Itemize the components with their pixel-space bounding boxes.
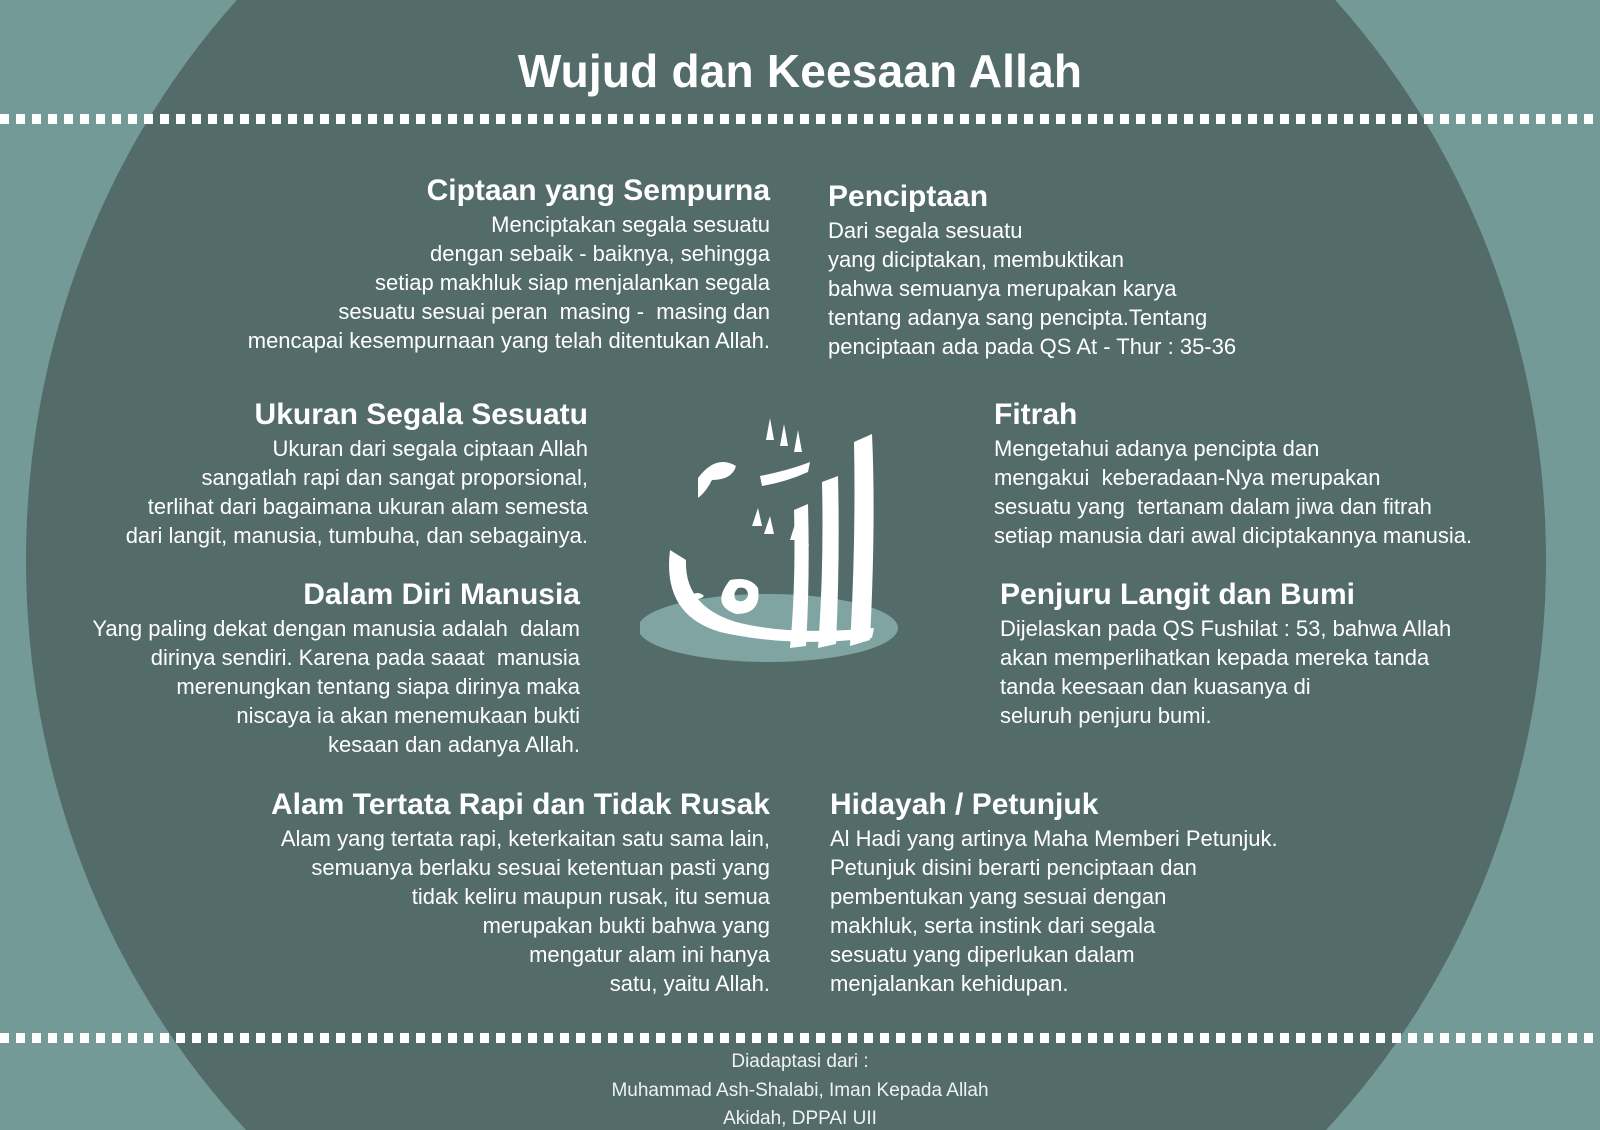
section-heading: Alam Tertata Rapi dan Tidak Rusak [270,788,770,821]
section-text-line: Al Hadi yang artinya Maha Memberi Petunjuk. [830,826,1278,851]
footer-line: Akidah, DPPAI UII [723,1108,877,1129]
section-text-line: tidak keliru maupun rusak, itu semua [411,884,770,909]
section-text-line: Mengetahui adanya pencipta dan [994,436,1320,461]
section-text-line: satu, yaitu Allah. [609,971,770,996]
section-text-line: terlihat dari bagaimana ukuran alam semesta [147,494,588,519]
section-text-line: makhluk, serta instink dari segala [830,913,1156,938]
section-heading: Dalam Diri Manusia [303,578,580,611]
footer-line: Muhammad Ash-Shalabi, Iman Kepada Allah [611,1079,989,1101]
section-heading: Hidayah / Petunjuk [830,788,1099,821]
section-text-line: semuanya berlaku sesuai ketentuan pasti yang [311,855,770,880]
section-text-line: merenungkan tentang siapa dirinya maka [176,674,580,699]
section-text-line: sesuatu yang diperlukan dalam [830,942,1135,967]
section-heading: Penjuru Langit dan Bumi [1000,578,1356,611]
calligraphy-stroke [850,434,874,646]
calligraphy-stroke [790,504,809,648]
section-text-line: niscaya ia akan menemukaan bukti [236,703,580,728]
top-dashed-divider [0,114,1600,124]
section-penjuru-langit-bumi [1000,576,1451,730]
section-text-line: mengatur alam ini hanya [529,942,770,967]
section-ukuran-segala-sesuatu [126,396,588,550]
section-text-line: mencapai kesempurnaan yang telah ditentukan Allah. [247,328,770,353]
footer-line: Diadaptasi dari : [731,1051,869,1072]
section-text-line: akan memperlihatkan kepada mereka tanda [1000,645,1430,670]
allah-calligraphy-icon [640,400,940,690]
section-text-line: Dari segala sesuatu [828,218,1023,243]
section-text-line: Dijelaskan pada QS Fushilat : 53, bahwa Allah [1000,616,1452,641]
section-text-line: merupakan bukti bahwa yang [482,913,770,938]
section-penciptaan [828,178,1236,361]
section-text-line: menjalankan kehidupan. [830,971,1069,996]
section-text-line: yang diciptakan, membuktikan [828,247,1124,272]
section-dalam-diri-manusia [92,576,580,759]
section-text-line: dengan sebaik - baiknya, sehingga [429,241,770,266]
section-alam-tertata-rapi [271,786,770,998]
section-text-line: kesaan dan adanya Allah. [328,732,580,757]
section-text-line: pembentukan yang sesuai dengan [830,884,1167,909]
calligraphy-mark [766,418,802,452]
source-credit [0,1048,1600,1130]
section-text-line: seluruh penjuru bumi. [1000,703,1212,728]
section-text-line: tentang adanya sang pencipta.Tentang [828,305,1208,330]
section-text-line: tanda keesaan dan kuasanya di [1000,674,1311,699]
section-text-line: sangatlah rapi dan sangat proporsional, [201,465,588,490]
section-text-line: sesuatu sesuai peran masing - masing dan [338,299,770,324]
section-hidayah-petunjuk [830,786,1278,998]
section-text-line: mengakui keberadaan-Nya merupakan [994,465,1381,490]
page-title: Wujud dan Keesaan Allah [517,45,1083,97]
calligraphy-mark [698,462,736,498]
calligraphy-mark [752,508,774,534]
section-heading: Ciptaan yang Sempurna [426,174,770,207]
section-ciptaan-sempurna [248,172,770,355]
section-heading: Ukuran Segala Sesuatu [254,398,588,431]
section-text-line: dirinya sendiri. Karena pada saaat manusia [150,645,580,670]
section-text-line: setiap manusia dari awal diciptakannya manusia. [994,523,1473,548]
section-text-line: Yang paling dekat dengan manusia adalah dalam [92,616,580,641]
section-text-line: bahwa semuanya merupakan karya [828,276,1177,301]
section-text-line: penciptaan ada pada QS At - Thur : 35-36 [828,334,1237,359]
calligraphy-mark [760,462,810,486]
section-text-line: Ukuran dari segala ciptaan Allah [272,436,588,461]
bottom-dashed-divider [0,1033,1600,1043]
section-text-line: Menciptakan segala sesuatu [491,212,770,237]
section-text-line: setiap makhluk siap menjalankan segala [374,270,770,295]
section-text-line: Alam yang tertata rapi, keterkaitan satu sama lain, [280,826,770,851]
section-text-line: dari langit, manusia, tumbuha, dan sebagainya. [125,523,588,548]
section-text-line: sesuatu yang tertanam dalam jiwa dan fitrah [994,494,1432,519]
calligraphy-stroke [818,476,839,648]
section-heading: Penciptaan [828,180,989,213]
section-text-line: Petunjuk disini berarti penciptaan dan [830,855,1197,880]
section-heading: Fitrah [994,398,1078,431]
section-fitrah [994,396,1472,550]
